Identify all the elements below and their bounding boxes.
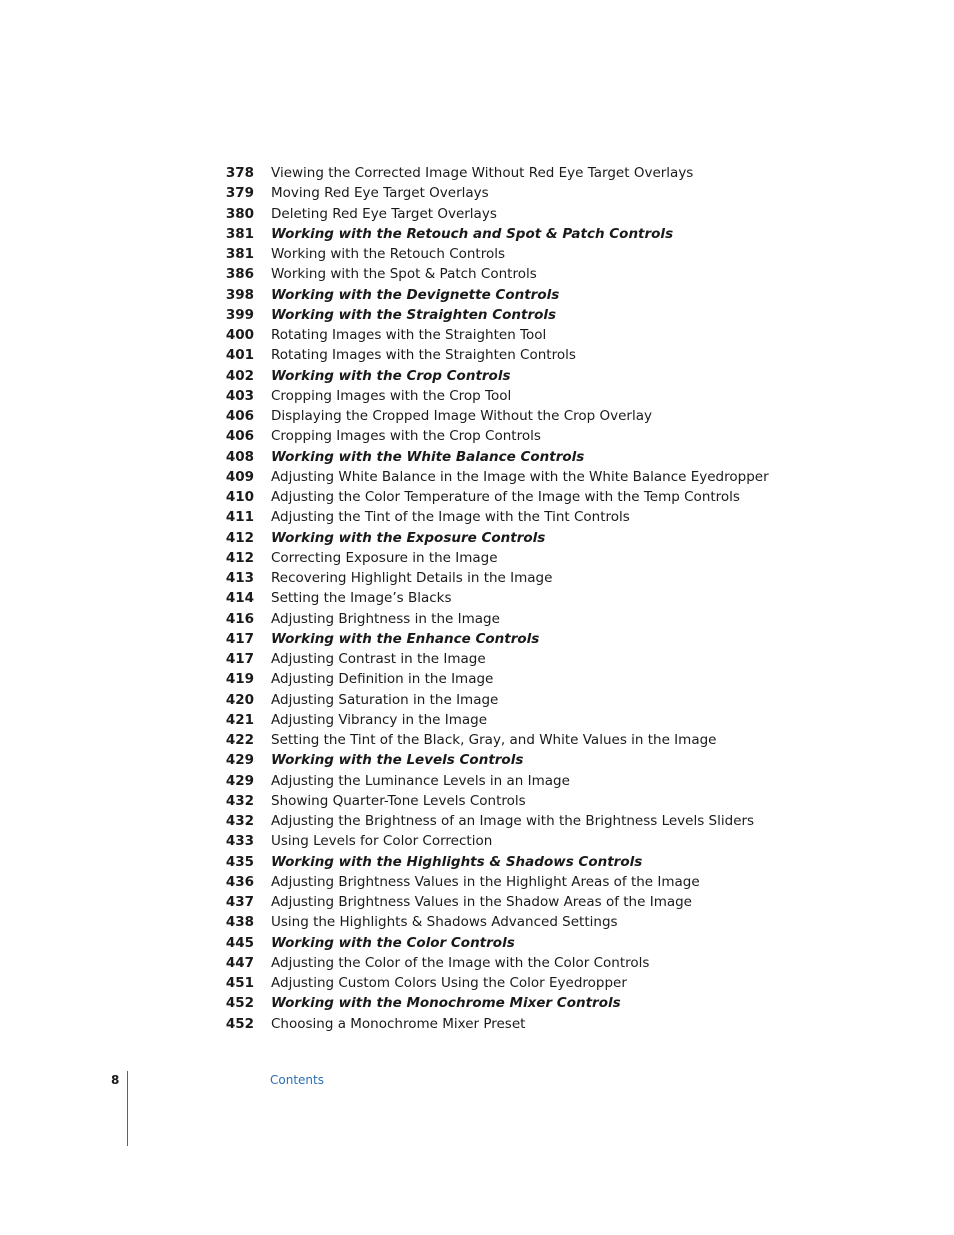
toc-page-number: 400 [225,327,254,343]
footer-divider [127,1071,128,1146]
toc-title: Setting the Tint of the Black, Gray, and White Values in the Image [271,732,717,748]
toc-page-number: 421 [225,711,254,728]
toc-page-number: 408 [225,448,254,465]
toc-entry[interactable] [0,831,954,851]
toc-title: Using Levels for Color Correction [271,833,493,850]
toc-page-number: 403 [225,387,254,404]
toc-page-number: 406 [225,428,254,445]
toc-page-number: 413 [225,570,254,586]
toc-entry[interactable] [0,163,954,183]
toc-title: Working with the Enhance Controls [271,630,540,647]
toc-section-heading[interactable] [0,528,954,548]
toc-page-number: 429 [225,752,254,769]
toc-entry[interactable] [0,588,954,608]
toc-page-number: 410 [225,489,254,505]
toc-title: Working with the Levels Controls [271,752,524,769]
toc-page-number: 447 [225,954,254,971]
toc-title: Moving Red Eye Target Overlays [271,185,489,202]
toc-page-number: 386 [225,266,254,283]
toc-title: Adjusting the Color of the Image with the Color Controls [271,954,650,971]
toc-entry[interactable] [0,467,954,487]
toc-title: Recovering Highlight Details in the Image [271,570,553,586]
toc-page-number: 414 [225,590,254,607]
toc-page-number: 399 [225,306,254,323]
toc-page-number: 378 [225,165,254,181]
toc-title: Adjusting the Tint of the Image with the Tint Controls [271,509,630,526]
toc-title: Adjusting Contrast in the Image [271,651,486,667]
toc-title: Adjusting the Brightness of an Image with the Brightness Levels Sliders [271,813,755,829]
toc-page-number: 398 [225,286,254,303]
toc-title: Choosing a Monochrome Mixer Preset [271,1015,526,1032]
toc-page-number: 406 [225,408,254,424]
toc-page-number: 401 [225,347,254,364]
toc-page-number: 438 [225,914,254,931]
toc-page-number: 435 [225,853,254,870]
toc-title: Working with the White Balance Controls [271,448,585,465]
toc-title: Adjusting Brightness Values in the Highlight Areas of the Image [271,873,700,890]
toc-title: Setting the Image’s Blacks [271,590,452,607]
toc-page-number: 379 [225,185,254,202]
toc-title: Viewing the Corrected Image Without Red Eye Target Overlays [271,165,694,181]
toc-page-number: 412 [225,549,254,566]
toc-title: Using the Highlights & Shadows Advanced Settings [271,914,618,931]
toc-title: Working with the Spot & Patch Controls [271,266,537,283]
toc-page-number: 437 [225,894,254,910]
toc-title: Rotating Images with the Straighten Controls [271,347,576,364]
toc-title: Rotating Images with the Straighten Tool [271,327,547,343]
toc-page-number: 436 [225,873,254,890]
toc-title: Adjusting Brightness Values in the Shadow Areas of the Image [271,894,692,910]
toc-entry[interactable] [0,710,954,730]
toc-entry[interactable] [0,669,954,689]
toc-entry[interactable] [0,426,954,446]
toc-title: Working with the Retouch and Spot & Patch Controls [271,225,674,242]
toc-title: Cropping Images with the Crop Controls [271,428,541,445]
toc-page-number: 429 [225,772,254,789]
toc-page-number: 432 [225,792,254,809]
toc-entry[interactable] [0,811,954,831]
toc-title: Adjusting Definition in the Image [271,671,494,688]
toc-entry[interactable] [0,791,954,811]
toc-page-number: 433 [225,833,254,850]
toc-page-number: 445 [225,934,254,951]
toc-title: Adjusting Custom Colors Using the Color Eyedropper [271,975,627,991]
toc-entry[interactable] [0,325,954,345]
toc-entry[interactable] [0,953,954,973]
toc-section-heading[interactable] [0,305,954,325]
toc-entry[interactable] [0,649,954,669]
toc-entry[interactable] [0,609,954,629]
toc-entry[interactable] [0,183,954,203]
toc-page-number: 452 [225,995,254,1012]
toc-page-number: 416 [225,610,254,627]
toc-entry[interactable] [0,244,954,264]
toc-entry[interactable] [0,730,954,750]
toc-entry[interactable] [0,507,954,527]
toc-page-number: 422 [225,732,254,748]
toc-entry[interactable] [0,406,954,426]
toc-title: Adjusting Saturation in the Image [271,691,499,708]
toc-title: Working with the Monochrome Mixer Controls [271,995,621,1012]
toc-section-heading[interactable] [0,629,954,649]
toc-page-number: 412 [225,529,254,546]
toc-title: Adjusting the Color Temperature of the Image with the Temp Controls [271,489,740,505]
toc-entry[interactable] [0,548,954,568]
toc-entry[interactable] [0,771,954,791]
toc-title: Adjusting the Luminance Levels in an Image [271,772,570,789]
toc-title: Adjusting White Balance in the Image with the White Balance Eyedropper [271,468,769,485]
toc-title: Working with the Retouch Controls [271,246,506,262]
toc-entry[interactable] [0,568,954,588]
toc-section-heading[interactable] [0,933,954,953]
toc-page-number: 432 [225,813,254,829]
toc-title: Working with the Highlights & Shadows Controls [271,853,643,870]
toc-page-number: 451 [225,975,254,991]
toc-title: Showing Quarter-Tone Levels Controls [271,792,526,809]
table-of-contents [0,163,954,1034]
toc-page-number: 402 [225,367,254,384]
toc-entry[interactable] [0,892,954,912]
page-number: 8 [111,1073,120,1087]
toc-page-number: 417 [225,651,254,667]
toc-entry[interactable] [0,204,954,224]
toc-entry[interactable] [0,264,954,284]
toc-entry[interactable] [0,973,954,993]
toc-page-number: 452 [225,1015,254,1032]
toc-page-number: 417 [225,630,254,647]
toc-title: Working with the Exposure Controls [271,529,546,546]
footer-section-link[interactable]: Contents [270,1073,324,1087]
toc-title: Adjusting Brightness in the Image [271,610,500,627]
toc-page-number: 409 [225,468,254,485]
toc-title: Working with the Crop Controls [271,367,511,384]
toc-section-heading[interactable] [0,852,954,872]
toc-title: Working with the Straighten Controls [271,306,557,323]
toc-title: Working with the Color Controls [271,934,515,951]
toc-section-heading[interactable] [0,285,954,305]
toc-page-number: 420 [225,691,254,708]
toc-page-number: 381 [225,246,254,262]
toc-title: Deleting Red Eye Target Overlays [271,205,497,222]
toc-section-heading[interactable] [0,993,954,1013]
toc-entry[interactable] [0,386,954,406]
toc-entry[interactable] [0,872,954,892]
toc-title: Displaying the Cropped Image Without the Crop Overlay [271,408,652,424]
toc-entry[interactable] [0,690,954,710]
toc-entry[interactable] [0,1014,954,1034]
toc-section-heading[interactable] [0,750,954,770]
toc-title: Adjusting Vibrancy in the Image [271,711,488,728]
toc-page-number: 411 [225,509,254,526]
toc-title: Correcting Exposure in the Image [271,549,498,566]
toc-page-number: 419 [225,671,254,688]
toc-page-number: 381 [225,225,254,242]
toc-section-heading[interactable] [0,366,954,386]
toc-section-heading[interactable] [0,447,954,467]
toc-entry[interactable] [0,345,954,365]
toc-page-number: 380 [225,205,254,222]
toc-entry[interactable] [0,912,954,932]
toc-entry[interactable] [0,487,954,507]
toc-section-heading[interactable] [0,224,954,244]
toc-title: Cropping Images with the Crop Tool [271,387,512,404]
toc-title: Working with the Devignette Controls [271,286,560,303]
